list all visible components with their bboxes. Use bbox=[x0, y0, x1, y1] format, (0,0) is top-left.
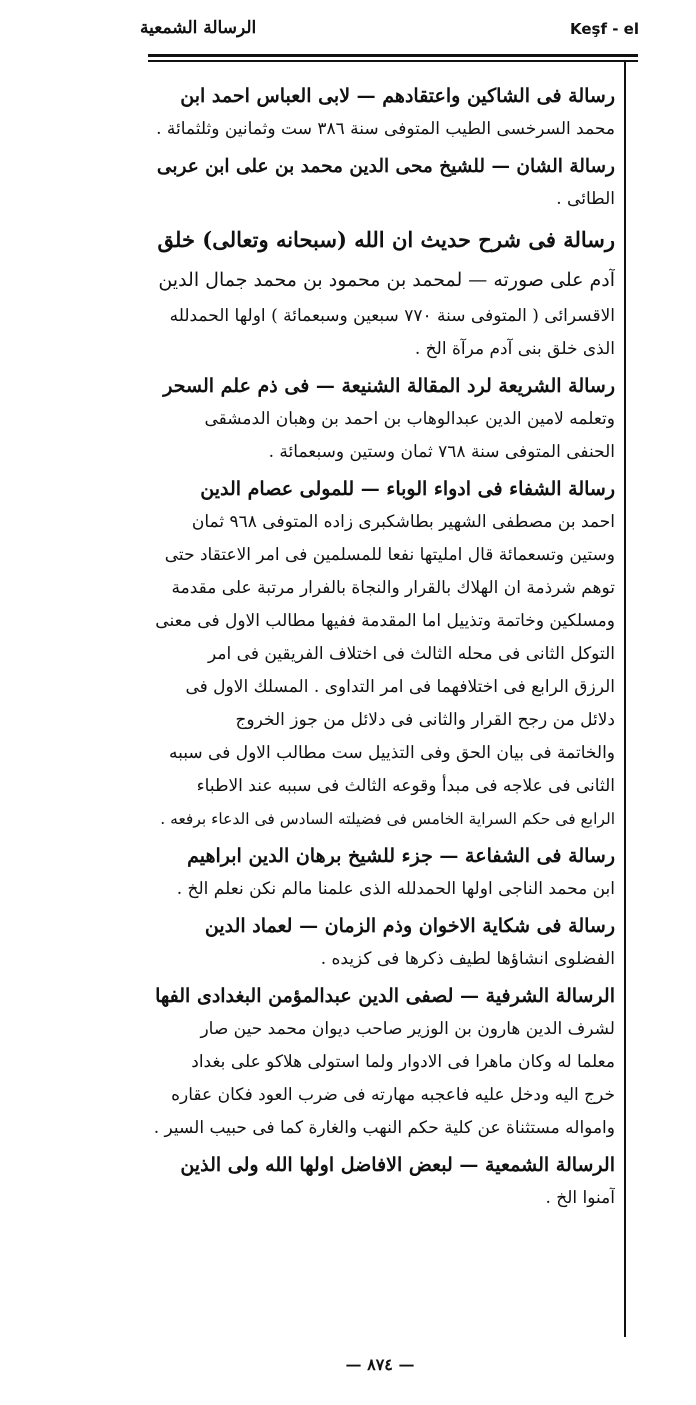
entry-body-line: ومسلكين وخاتمة وتذييل اما المقدمة ففيها مطالب الاول فى معنى bbox=[155, 611, 615, 631]
entry-heading-line: الرسالة الشرفية — لصفى الدين عبدالمؤمن البغدادى الفها bbox=[155, 985, 615, 1007]
header-rule-thin bbox=[148, 60, 638, 62]
entry-body-line: الطائى . bbox=[556, 189, 615, 209]
entry-body-line: لشرف الدين هارون بن الوزير صاحب ديوان محمد حين صار bbox=[200, 1019, 615, 1039]
entry-heading-line: رسالة فى شرح حديث ان الله (سبحانه وتعالى) خلق bbox=[157, 227, 615, 252]
entry bbox=[150, 370, 615, 469]
entry-body-line: والخاتمة فى بيان الحق وفى التذييل ست مطالب الاول فى سببه bbox=[169, 743, 615, 763]
entry-body-line: الثانى فى علاجه فى مبدأ وقوعه الثالث فى سببه عند الاطباء bbox=[196, 776, 615, 796]
entry-heading-line: رسالة الشان — للشيخ محى الدين محمد بن على ابن عربى bbox=[156, 156, 615, 177]
entry-body-line: الاقسرائى ( المتوفى سنة ٧٧٠ سبعين وسبعمائة ) اولها الحمدلله bbox=[169, 306, 615, 326]
entry-body-line: آدم على صورته — لمحمد بن محمود بن محمد جمال الدين bbox=[158, 269, 615, 291]
entry-body-line: محمد السرخسى الطيب المتوفى سنة ٣٨٦ ست وثمانين وثلثمائة . bbox=[156, 119, 615, 139]
entry bbox=[150, 840, 615, 906]
entry-body-line: الفضلوى انشاؤها لطيف ذكرها فى كزيده . bbox=[320, 949, 615, 969]
entry-body-line: آمنوا الخ . bbox=[545, 1188, 615, 1208]
entry-body-line: الذى خلق بنى آدم مرآة الخ . bbox=[414, 339, 615, 359]
page-number: — ٨٧٤ — bbox=[345, 1355, 415, 1374]
header-rule-thick bbox=[148, 54, 638, 57]
entry-body-line: وستين وتسعمائة قال امليتها نفعا للمسلمين فى امر الاعتقاد حتى bbox=[164, 545, 615, 565]
text-column bbox=[150, 80, 615, 1219]
entry bbox=[150, 980, 615, 1145]
entry-body-line: التوكل الثانى فى محله الثالث فى اختلاف الفريقين فى امر bbox=[208, 644, 615, 664]
entry bbox=[150, 1149, 615, 1215]
entry bbox=[150, 910, 615, 976]
entry-heading-line: رسالة الشريعة لرد المقالة الشنيعة — فى ذم علم السحر bbox=[163, 375, 615, 397]
entry-heading-line: رسالة الشفاء فى ادواء الوباء — للمولى عصام الدين bbox=[200, 478, 615, 500]
entry-body-line: وتعلمه لامين الدين عبدالوهاب بن احمد بن وهبان الدمشقى bbox=[204, 409, 615, 429]
entry-body-line: دلائل من رجح القرار والثانى فى دلائل من جوز الخروج bbox=[235, 710, 615, 730]
running-title-latin: Keşf - el bbox=[570, 20, 639, 38]
entry-heading-line: رسالة فى الشفاعة — جزء للشيخ برهان الدين ابراهيم bbox=[187, 845, 615, 867]
entry-heading-line: الرسالة الشمعية — لبعض الافاضل اولها الله ولى الذين bbox=[180, 1154, 615, 1176]
entry-body-line: توهم شرذمة ان الهلاك بالقرار والنجاة بالفرار مرتبة على مقدمة bbox=[171, 578, 615, 598]
entry-body-line: ابن محمد الناجى اولها الحمدلله الذى علمنا مالم نكن نعلم الخ . bbox=[176, 879, 615, 899]
entry-body-line: احمد بن مصطفى الشهير بطاشكبرى زاده المتوفى ٩٦٨ ثمان bbox=[191, 512, 615, 532]
entry-body-line: الرابع فى حكم السراية الخامس فى فضيلته السادس فى الدعاء برفعه . bbox=[160, 810, 615, 828]
entry bbox=[150, 80, 615, 146]
entry bbox=[150, 473, 615, 836]
column-rule bbox=[624, 62, 626, 1337]
entry-heading-line: رسالة فى الشاكين واعتقادهم — لابى العباس احمد ابن bbox=[180, 85, 615, 107]
entry bbox=[150, 150, 615, 216]
entry-body-line: معلما له وكان ماهرا فى الادوار ولما استولى هلاكو على بغداد bbox=[191, 1052, 615, 1072]
entry-heading-line: رسالة فى شكاية الاخوان وذم الزمان — لعماد الدين bbox=[204, 915, 615, 937]
running-header bbox=[140, 18, 640, 48]
entry-body-line: خرج اليه ودخل عليه فاعجبه مهارته فى ضرب العود فكان عقاره bbox=[171, 1085, 615, 1105]
entry-body-line: الرزق الرابع فى اختلافهما فى امر التداوى . المسلك الاول فى bbox=[185, 677, 615, 697]
entry bbox=[150, 220, 615, 366]
running-title: الرسالة الشمعية bbox=[140, 18, 257, 38]
entry-body-line: وامواله مستثناة عن كلية حكم النهب والغارة كما فى حبيب السير . bbox=[153, 1118, 615, 1138]
entry-body-line: الحنفى المتوفى سنة ٧٦٨ ثمان وستين وسبعمائة . bbox=[268, 442, 615, 462]
